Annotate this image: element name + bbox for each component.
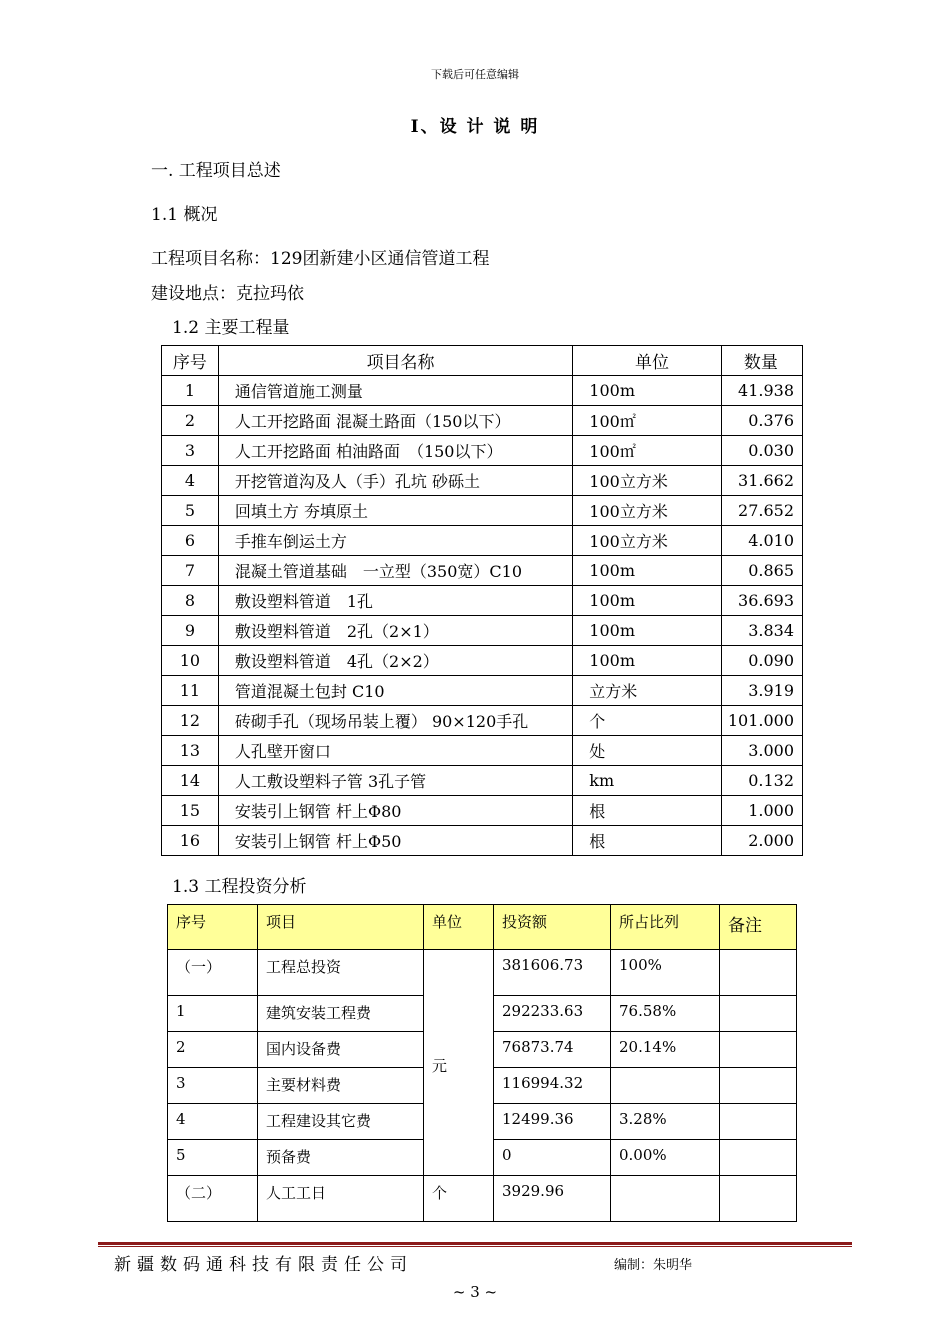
table-cell: 5 <box>162 496 219 526</box>
table-cell: 100m <box>573 586 722 616</box>
header-cell: 单位 <box>573 346 722 376</box>
table-cell: 0.090 <box>721 646 802 676</box>
table-cell: 31.662 <box>721 466 802 496</box>
table-cell <box>720 1104 797 1140</box>
table-header-row <box>162 346 803 376</box>
table-cell: 14 <box>162 766 219 796</box>
table-row <box>168 1176 797 1222</box>
header-cell: 项目 <box>258 905 424 950</box>
table-cell: 人工开挖路面 混凝土路面（150以下） <box>218 406 572 436</box>
table-cell <box>720 1068 797 1104</box>
table-cell: 3 <box>168 1068 258 1104</box>
section-heading-overview: 一. 工程项目总述 <box>151 161 281 181</box>
table-row <box>162 736 803 766</box>
table-cell: 敷设塑料管道 1孔 <box>218 586 572 616</box>
table-cell: 3.834 <box>721 616 802 646</box>
table-cell: 16 <box>162 826 219 856</box>
table-cell: 100立方米 <box>573 496 722 526</box>
table-cell: 36.693 <box>721 586 802 616</box>
table-cell <box>720 1032 797 1068</box>
quantities-table <box>161 345 803 856</box>
table-cell: 4.010 <box>721 526 802 556</box>
table-cell: 2 <box>162 406 219 436</box>
header-cell: 单位 <box>424 905 494 950</box>
table-cell: 回填土方 夯填原土 <box>218 496 572 526</box>
table-cell: 13 <box>162 736 219 766</box>
table-row <box>162 676 803 706</box>
table-cell: 15 <box>162 796 219 826</box>
table-cell: 人工敷设塑料子管 3孔子管 <box>218 766 572 796</box>
section-heading-investment: 1.3 工程投资分析 <box>172 877 307 897</box>
table-row <box>162 706 803 736</box>
table-cell: 10 <box>162 646 219 676</box>
table-cell: 1 <box>168 996 258 1032</box>
table-cell: 管道混凝土包封 C10 <box>218 676 572 706</box>
header-cell: 所占比列 <box>611 905 720 950</box>
investment-table <box>167 904 797 1222</box>
table-cell: 个 <box>573 706 722 736</box>
table-cell: 工程建设其它费 <box>258 1104 424 1140</box>
footer-rule <box>98 1242 852 1245</box>
table-cell: 个 <box>424 1176 494 1222</box>
table-cell: 敷设塑料管道 4孔（2×2） <box>218 646 572 676</box>
table-row <box>162 616 803 646</box>
table-cell: 0.376 <box>721 406 802 436</box>
table-header-row <box>168 905 797 950</box>
project-location: 建设地点：克拉玛依 <box>151 284 304 304</box>
table-cell: 0.132 <box>721 766 802 796</box>
table-cell: 安装引上钢管 杆上Φ80 <box>218 796 572 826</box>
table-cell: 101.000 <box>721 706 802 736</box>
table-cell: 6 <box>162 526 219 556</box>
table-cell: 11 <box>162 676 219 706</box>
footer-rule-thin <box>98 1246 852 1247</box>
header-note: 下载后可任意编辑 <box>431 68 519 81</box>
table-cell <box>611 1176 720 1222</box>
table-cell: 27.652 <box>721 496 802 526</box>
table-row <box>162 586 803 616</box>
table-cell: 国内设备费 <box>258 1032 424 1068</box>
table-row <box>162 556 803 586</box>
table-cell <box>720 1176 797 1222</box>
section-heading-summary: 1.1 概况 <box>151 205 218 225</box>
table-cell: 通信管道施工测量 <box>218 376 572 406</box>
table-cell: 3.28% <box>611 1104 720 1140</box>
table-cell: 12 <box>162 706 219 736</box>
table-cell: 76873.74 <box>494 1032 611 1068</box>
table-cell: 根 <box>573 826 722 856</box>
table-cell: 0.030 <box>721 436 802 466</box>
table-cell: 4 <box>162 466 219 496</box>
table-cell: 5 <box>168 1140 258 1176</box>
table-cell: km <box>573 766 722 796</box>
table-cell: 安装引上钢管 杆上Φ50 <box>218 826 572 856</box>
table-row <box>162 376 803 406</box>
table-cell: 敷设塑料管道 2孔（2×1） <box>218 616 572 646</box>
table-cell: 混凝土管道基础 一立型（350宽）C10 <box>218 556 572 586</box>
table-cell: 20.14% <box>611 1032 720 1068</box>
table-cell: 292233.63 <box>494 996 611 1032</box>
table-row <box>162 766 803 796</box>
table-cell: 76.58% <box>611 996 720 1032</box>
table-cell: 预备费 <box>258 1140 424 1176</box>
table-row <box>162 436 803 466</box>
table-cell: 3929.96 <box>494 1176 611 1222</box>
table-cell: 手推车倒运土方 <box>218 526 572 556</box>
table-cell: 116994.32 <box>494 1068 611 1104</box>
header-cell: 序号 <box>162 346 219 376</box>
table-cell: 0 <box>494 1140 611 1176</box>
table-cell: 7 <box>162 556 219 586</box>
table-row <box>162 646 803 676</box>
table-cell: 2 <box>168 1032 258 1068</box>
table-cell <box>720 1140 797 1176</box>
table-cell: 人孔壁开窗口 <box>218 736 572 766</box>
unit-cell: 元 <box>424 950 494 1176</box>
section-heading-quantities: 1.2 主要工程量 <box>172 318 290 338</box>
table-cell: 处 <box>573 736 722 766</box>
table-cell: 1.000 <box>721 796 802 826</box>
table-cell: 3.919 <box>721 676 802 706</box>
table-cell: 100立方米 <box>573 466 722 496</box>
table-cell <box>720 996 797 1032</box>
table-cell: 1 <box>162 376 219 406</box>
table-cell: 0.865 <box>721 556 802 586</box>
table-row <box>162 406 803 436</box>
page-title: I、设 计 说 明 <box>410 117 540 137</box>
table-cell: 4 <box>168 1104 258 1140</box>
table-cell: 根 <box>573 796 722 826</box>
project-name: 工程项目名称：129团新建小区通信管道工程 <box>151 249 490 269</box>
table-cell: 12499.36 <box>494 1104 611 1140</box>
table-cell: 100m <box>573 376 722 406</box>
table-row <box>162 826 803 856</box>
table-cell: 工程总投资 <box>258 950 424 996</box>
table-cell: 立方米 <box>573 676 722 706</box>
table-row <box>162 796 803 826</box>
table-cell: 100立方米 <box>573 526 722 556</box>
table-cell: 人工工日 <box>258 1176 424 1222</box>
table-cell: 8 <box>162 586 219 616</box>
table-cell: 41.938 <box>721 376 802 406</box>
table-cell: 主要材料费 <box>258 1068 424 1104</box>
table-row <box>162 526 803 556</box>
table-row <box>162 466 803 496</box>
table-row <box>162 496 803 526</box>
table-cell <box>720 950 797 996</box>
table-cell: 开挖管道沟及人（手）孔坑 砂砾土 <box>218 466 572 496</box>
table-cell: 100㎡ <box>573 436 722 466</box>
table-cell: 2.000 <box>721 826 802 856</box>
table-cell: 砖砌手孔（现场吊装上覆） 90×120手孔 <box>218 706 572 736</box>
table-cell: 100㎡ <box>573 406 722 436</box>
table-cell: 100m <box>573 646 722 676</box>
header-cell: 序号 <box>168 905 258 950</box>
header-cell: 数量 <box>721 346 802 376</box>
editor-credit: 编制：朱明华 <box>614 1258 693 1273</box>
table-cell: 381606.73 <box>494 950 611 996</box>
table-cell: 3 <box>162 436 219 466</box>
table-cell <box>611 1068 720 1104</box>
company-name: 新疆数码通科技有限责任公司 <box>114 1255 413 1275</box>
table-cell: 人工开挖路面 柏油路面 （150以下） <box>218 436 572 466</box>
table-cell: 建筑安装工程费 <box>258 996 424 1032</box>
table-cell: 100m <box>573 616 722 646</box>
table-cell: 100m <box>573 556 722 586</box>
table-cell: 0.00% <box>611 1140 720 1176</box>
header-cell: 项目名称 <box>218 346 572 376</box>
table-row <box>168 950 797 996</box>
table-cell: （一） <box>168 950 258 996</box>
header-cell: 投资额 <box>494 905 611 950</box>
table-cell: 100% <box>611 950 720 996</box>
table-cell: （二） <box>168 1176 258 1222</box>
header-cell: 备注 <box>720 905 797 950</box>
table-cell: 9 <box>162 616 219 646</box>
page-number: ~ 3 ~ <box>452 1283 498 1301</box>
table-cell: 3.000 <box>721 736 802 766</box>
